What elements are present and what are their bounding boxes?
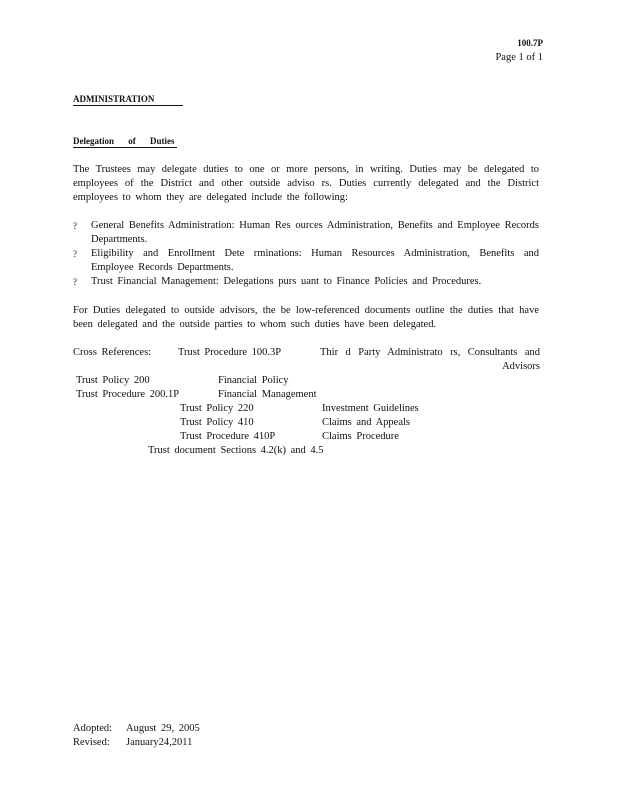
document-number: 100.7P [517, 38, 543, 48]
cross-ref-left: Trust Policy 200 [76, 375, 150, 386]
bullet-glyph: ? [73, 249, 77, 259]
section-heading: ADMINISTRATION [73, 94, 183, 106]
cross-ref-left: Trust Procedure 200.1P [76, 389, 180, 400]
list-item-text: Trust Financial Management: Delegations purs uant to Finance Policies and Procedures. [91, 276, 482, 287]
bullet-glyph: ? [73, 221, 77, 231]
cross-ref-left: Trust Policy 410 [180, 417, 254, 428]
cross-ref-left: Trust Procedure 410P [180, 431, 276, 442]
cross-ref-right: Financial Policy [218, 375, 289, 386]
adopted-label: Adopted: [73, 723, 113, 734]
cross-ref-top-right: Thir d Party Administrato rs, Consultants and Advisors [320, 347, 540, 372]
delegation-list [73, 219, 539, 289]
cross-ref-right: Claims Procedure [322, 431, 399, 442]
bullet-glyph: ? [73, 277, 77, 287]
cross-ref-document-line: Trust document Sections 4.2(k) and 4.5 [148, 445, 324, 456]
adopted-date: August 29, 2005 [126, 723, 200, 734]
cross-ref-right: Financial Management [218, 389, 317, 400]
sub-heading: Delegation of Duties [73, 136, 177, 148]
list-item-text: General Benefits Administration: Human Res ources Administration, Benefits and Employee Records Departments. [91, 220, 539, 245]
cross-ref-top-left: Trust Procedure 100.3P [178, 347, 282, 358]
list-item-text: Eligibility and Enrollment Dete rminations: Human Resources Administration, Benefits and Employee Records Departments. [91, 248, 539, 273]
cross-ref-right: Investment Guidelines [322, 403, 419, 414]
list-item [73, 275, 539, 289]
revised-date: January24,2011 [126, 737, 193, 748]
page-indicator: Page 1 of 1 [495, 52, 543, 63]
cross-ref-right: Claims and Appeals [322, 417, 410, 428]
list-item [73, 247, 539, 275]
list-item [73, 219, 539, 247]
revised-label: Revised: [73, 737, 110, 748]
outside-advisors-paragraph: For Duties delegated to outside advisors, the be low-referenced documents outline the duties that have been delegated and the outside parties to whom such duties have been delegated. [73, 305, 539, 330]
cross-references-label: Cross References: [73, 347, 152, 358]
cross-ref-left: Trust Policy 220 [180, 403, 254, 414]
intro-paragraph: The Trustees may delegate duties to one or more persons, in writing. Duties may be delegated to employees of the District and other outside adviso rs. Duties currently delegated and the District employees to whom they are delegated include the following: [73, 164, 539, 203]
